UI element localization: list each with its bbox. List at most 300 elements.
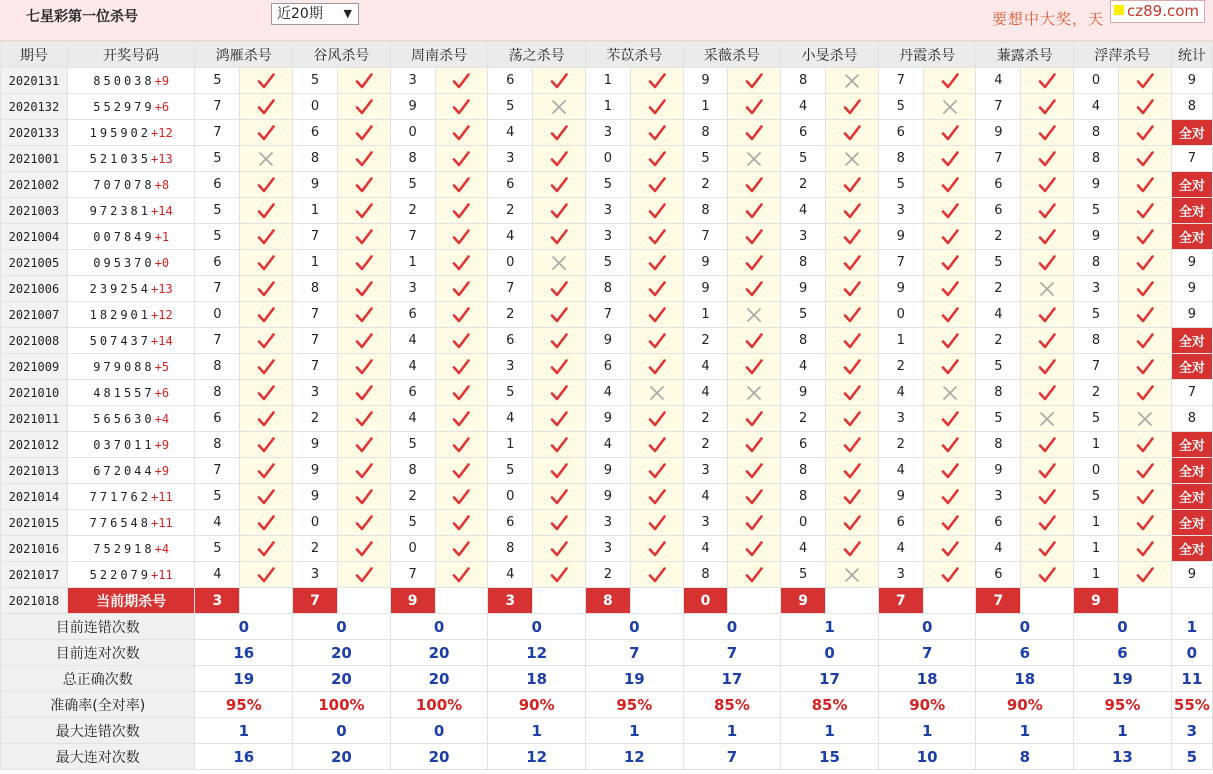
stat-value: 12 bbox=[488, 744, 586, 770]
current-kill-blank bbox=[435, 588, 488, 614]
correct-mark bbox=[728, 276, 781, 302]
wrong-mark bbox=[923, 380, 976, 406]
draw-sum: +5 bbox=[154, 359, 170, 374]
check-icon bbox=[941, 410, 959, 428]
kill-number: 9 bbox=[683, 250, 728, 276]
check-icon bbox=[550, 384, 568, 402]
draw-cell bbox=[67, 484, 195, 510]
draw-numbers: 752918 bbox=[93, 541, 155, 556]
kill-number: 4 bbox=[195, 510, 240, 536]
kill-number: 7 bbox=[293, 302, 338, 328]
current-kill-blank bbox=[630, 588, 683, 614]
stat-value: 19 bbox=[585, 666, 683, 692]
check-icon bbox=[257, 332, 275, 350]
site-logo[interactable] bbox=[1110, 0, 1205, 23]
kill-number: 7 bbox=[585, 302, 630, 328]
draw-numbers: 037011 bbox=[93, 437, 155, 452]
stat-value: 95% bbox=[1074, 692, 1172, 718]
correct-mark bbox=[533, 484, 586, 510]
correct-mark bbox=[1118, 380, 1171, 406]
check-icon bbox=[1136, 72, 1154, 90]
kill-number: 2 bbox=[488, 198, 533, 224]
kill-number: 4 bbox=[976, 68, 1021, 94]
current-kill-number: 9 bbox=[1074, 588, 1119, 614]
current-kill-number: 3 bbox=[195, 588, 240, 614]
correct-mark bbox=[533, 562, 586, 588]
stat-value: 12 bbox=[488, 640, 586, 666]
kill-number: 9 bbox=[878, 224, 923, 250]
kill-number: 6 bbox=[976, 172, 1021, 198]
current-kill-number: 7 bbox=[976, 588, 1021, 614]
correct-mark bbox=[1118, 224, 1171, 250]
kill-number: 2 bbox=[683, 432, 728, 458]
kill-number: 5 bbox=[781, 562, 826, 588]
check-icon bbox=[452, 72, 470, 90]
table-row bbox=[1, 484, 1213, 510]
draw-sum: +12 bbox=[151, 307, 173, 322]
check-icon bbox=[1136, 332, 1154, 350]
check-icon bbox=[1038, 540, 1056, 558]
draw-sum: +6 bbox=[154, 99, 170, 114]
correct-mark bbox=[630, 94, 683, 120]
draw-cell bbox=[67, 68, 195, 94]
kill-number: 0 bbox=[1074, 68, 1119, 94]
kill-number: 4 bbox=[390, 328, 435, 354]
stat-value: 0 bbox=[1074, 614, 1172, 640]
stat-label: 目前连错次数 bbox=[1, 614, 195, 640]
check-icon bbox=[843, 436, 861, 454]
correct-mark bbox=[923, 146, 976, 172]
check-icon bbox=[355, 488, 373, 506]
check-icon bbox=[648, 150, 666, 168]
check-icon bbox=[941, 280, 959, 298]
correct-mark bbox=[630, 198, 683, 224]
period-select[interactable] bbox=[271, 3, 359, 25]
table-row bbox=[1, 250, 1213, 276]
kill-number: 6 bbox=[390, 302, 435, 328]
correct-mark bbox=[533, 380, 586, 406]
wrong-mark bbox=[533, 250, 586, 276]
correct-mark bbox=[826, 354, 879, 380]
correct-mark bbox=[337, 250, 390, 276]
kill-number: 0 bbox=[488, 484, 533, 510]
draw-numbers: 507437 bbox=[89, 333, 151, 348]
draw-sum: +0 bbox=[154, 255, 170, 270]
check-icon bbox=[452, 202, 470, 220]
kill-number: 9 bbox=[1074, 172, 1119, 198]
kill-number: 5 bbox=[878, 172, 923, 198]
correct-mark bbox=[337, 198, 390, 224]
correct-mark bbox=[1021, 68, 1074, 94]
check-icon bbox=[843, 202, 861, 220]
draw-numbers: 776548 bbox=[89, 515, 151, 530]
kill-number: 9 bbox=[781, 380, 826, 406]
correct-mark bbox=[337, 172, 390, 198]
draw-sum: +8 bbox=[154, 177, 170, 192]
correct-mark bbox=[826, 250, 879, 276]
correct-mark bbox=[1118, 68, 1171, 94]
check-icon bbox=[1038, 72, 1056, 90]
stat-row bbox=[1, 718, 1213, 744]
kill-number: 4 bbox=[976, 536, 1021, 562]
check-icon bbox=[1136, 150, 1154, 168]
correct-mark bbox=[1021, 146, 1074, 172]
correct-mark bbox=[240, 224, 293, 250]
current-kill-blank bbox=[728, 588, 781, 614]
draw-numbers: 007849 bbox=[93, 229, 155, 244]
correct-mark bbox=[337, 354, 390, 380]
correct-mark bbox=[1021, 562, 1074, 588]
period-cell: 2021007 bbox=[1, 302, 68, 328]
page-title: 七星彩第一位杀号 bbox=[26, 9, 138, 25]
correct-mark bbox=[533, 406, 586, 432]
kill-number: 4 bbox=[488, 562, 533, 588]
stat-cell: 全对 bbox=[1171, 224, 1212, 250]
wrong-mark bbox=[240, 146, 293, 172]
kill-number: 2 bbox=[1074, 380, 1119, 406]
draw-cell bbox=[67, 432, 195, 458]
kill-number: 6 bbox=[293, 120, 338, 146]
check-icon bbox=[257, 124, 275, 142]
stat-value: 1 bbox=[195, 718, 293, 744]
header-killer: 鸿雁杀号 bbox=[195, 42, 293, 68]
kill-number: 3 bbox=[585, 224, 630, 250]
draw-cell bbox=[67, 276, 195, 302]
kill-number: 8 bbox=[781, 484, 826, 510]
check-icon bbox=[550, 566, 568, 584]
kill-number: 4 bbox=[585, 380, 630, 406]
correct-mark bbox=[435, 94, 488, 120]
kill-number: 2 bbox=[390, 198, 435, 224]
correct-mark bbox=[1118, 172, 1171, 198]
check-icon bbox=[745, 566, 763, 584]
kill-number: 1 bbox=[878, 328, 923, 354]
kill-number: 1 bbox=[585, 94, 630, 120]
period-cell: 2021001 bbox=[1, 146, 68, 172]
kill-number: 4 bbox=[781, 94, 826, 120]
draw-cell bbox=[67, 172, 195, 198]
kill-number: 7 bbox=[488, 276, 533, 302]
kill-number: 3 bbox=[585, 120, 630, 146]
correct-mark bbox=[826, 94, 879, 120]
correct-mark bbox=[728, 68, 781, 94]
kill-number: 1 bbox=[683, 302, 728, 328]
check-icon bbox=[257, 514, 275, 532]
kill-number: 7 bbox=[293, 354, 338, 380]
check-icon bbox=[257, 566, 275, 584]
check-icon bbox=[745, 98, 763, 116]
check-icon bbox=[1136, 306, 1154, 324]
stat-cell: 全对 bbox=[1171, 510, 1212, 536]
correct-mark bbox=[826, 484, 879, 510]
draw-cell bbox=[67, 328, 195, 354]
stat-value: 0 bbox=[781, 640, 879, 666]
stat-value: 20 bbox=[293, 666, 391, 692]
kill-number: 9 bbox=[390, 94, 435, 120]
draw-cell bbox=[67, 354, 195, 380]
check-icon bbox=[745, 436, 763, 454]
correct-mark bbox=[630, 562, 683, 588]
correct-mark bbox=[435, 432, 488, 458]
table-row bbox=[1, 198, 1213, 224]
check-icon bbox=[1038, 332, 1056, 350]
check-icon bbox=[257, 540, 275, 558]
check-icon bbox=[257, 384, 275, 402]
check-icon bbox=[550, 72, 568, 90]
header-killer: 蒹露杀号 bbox=[976, 42, 1074, 68]
kill-number: 3 bbox=[488, 146, 533, 172]
kill-number: 1 bbox=[293, 250, 338, 276]
correct-mark bbox=[435, 354, 488, 380]
stat-cell: 8 bbox=[1171, 94, 1212, 120]
period-cell: 2021004 bbox=[1, 224, 68, 250]
kill-number: 4 bbox=[683, 354, 728, 380]
check-icon bbox=[257, 436, 275, 454]
correct-mark bbox=[923, 198, 976, 224]
kill-number: 0 bbox=[1074, 458, 1119, 484]
check-icon bbox=[648, 72, 666, 90]
check-icon bbox=[843, 488, 861, 506]
correct-mark bbox=[533, 302, 586, 328]
check-icon bbox=[843, 514, 861, 532]
kill-number: 4 bbox=[488, 406, 533, 432]
correct-mark bbox=[1021, 354, 1074, 380]
stat-row bbox=[1, 692, 1213, 718]
check-icon bbox=[843, 384, 861, 402]
check-icon bbox=[550, 540, 568, 558]
correct-mark bbox=[826, 406, 879, 432]
check-icon bbox=[941, 514, 959, 532]
wrong-mark bbox=[728, 302, 781, 328]
kill-number: 4 bbox=[488, 120, 533, 146]
correct-mark bbox=[435, 328, 488, 354]
correct-mark bbox=[435, 484, 488, 510]
draw-cell bbox=[67, 380, 195, 406]
check-icon bbox=[452, 332, 470, 350]
draw-cell bbox=[67, 510, 195, 536]
correct-mark bbox=[337, 406, 390, 432]
correct-mark bbox=[1021, 484, 1074, 510]
kill-number: 5 bbox=[293, 68, 338, 94]
kill-number: 9 bbox=[585, 406, 630, 432]
correct-mark bbox=[923, 224, 976, 250]
correct-mark bbox=[435, 172, 488, 198]
kill-number: 4 bbox=[195, 562, 240, 588]
stat-row bbox=[1, 640, 1213, 666]
period-cell: 2020133 bbox=[1, 120, 68, 146]
current-kill-number: 9 bbox=[781, 588, 826, 614]
kill-number: 7 bbox=[195, 120, 240, 146]
kill-number: 0 bbox=[293, 510, 338, 536]
check-icon bbox=[355, 540, 373, 558]
correct-mark bbox=[1021, 380, 1074, 406]
draw-numbers: 707078 bbox=[93, 177, 155, 192]
period-cell: 2021009 bbox=[1, 354, 68, 380]
correct-mark bbox=[728, 250, 781, 276]
check-icon bbox=[1038, 254, 1056, 272]
header-stat: 统计 bbox=[1171, 42, 1212, 68]
draw-cell bbox=[67, 250, 195, 276]
check-icon bbox=[745, 228, 763, 246]
check-icon bbox=[648, 124, 666, 142]
check-icon bbox=[257, 228, 275, 246]
wrong-mark bbox=[826, 68, 879, 94]
check-icon bbox=[745, 176, 763, 194]
stat-value: 90% bbox=[878, 692, 976, 718]
kill-number: 0 bbox=[488, 250, 533, 276]
check-icon bbox=[257, 176, 275, 194]
kill-number: 5 bbox=[195, 224, 240, 250]
kill-number: 2 bbox=[293, 536, 338, 562]
kill-number: 0 bbox=[195, 302, 240, 328]
correct-mark bbox=[337, 380, 390, 406]
correct-mark bbox=[630, 458, 683, 484]
check-icon bbox=[648, 436, 666, 454]
correct-mark bbox=[1118, 276, 1171, 302]
table-row bbox=[1, 120, 1213, 146]
check-icon bbox=[843, 358, 861, 376]
correct-mark bbox=[728, 432, 781, 458]
kill-number: 5 bbox=[390, 432, 435, 458]
correct-mark bbox=[1118, 458, 1171, 484]
check-icon bbox=[257, 280, 275, 298]
check-icon bbox=[550, 358, 568, 376]
stat-value: 13 bbox=[1074, 744, 1172, 770]
wrong-mark bbox=[728, 146, 781, 172]
kill-number: 8 bbox=[195, 354, 240, 380]
kill-number: 3 bbox=[488, 354, 533, 380]
cross-icon bbox=[550, 254, 568, 272]
kill-number: 8 bbox=[488, 536, 533, 562]
stat-value: 7 bbox=[683, 640, 781, 666]
kill-number: 5 bbox=[488, 458, 533, 484]
kill-number: 6 bbox=[585, 354, 630, 380]
period-cell: 2021015 bbox=[1, 510, 68, 536]
kill-number: 4 bbox=[878, 458, 923, 484]
draw-cell bbox=[67, 146, 195, 172]
check-icon bbox=[843, 462, 861, 480]
kill-number: 4 bbox=[390, 354, 435, 380]
correct-mark bbox=[533, 224, 586, 250]
kill-number: 6 bbox=[488, 328, 533, 354]
kill-number: 9 bbox=[585, 328, 630, 354]
kill-number: 9 bbox=[976, 458, 1021, 484]
stat-value: 100% bbox=[293, 692, 391, 718]
draw-sum: +1 bbox=[154, 229, 170, 244]
correct-mark bbox=[240, 250, 293, 276]
kill-number: 7 bbox=[683, 224, 728, 250]
kill-number: 6 bbox=[878, 120, 923, 146]
stat-value: 15 bbox=[781, 744, 879, 770]
kill-number: 8 bbox=[683, 198, 728, 224]
kill-number: 7 bbox=[390, 224, 435, 250]
header-killer: 芣苡杀号 bbox=[585, 42, 683, 68]
correct-mark bbox=[923, 250, 976, 276]
stat-value: 12 bbox=[585, 744, 683, 770]
check-icon bbox=[648, 202, 666, 220]
table-header-row bbox=[1, 42, 1213, 68]
correct-mark bbox=[630, 224, 683, 250]
correct-mark bbox=[337, 432, 390, 458]
correct-mark bbox=[435, 510, 488, 536]
kill-number: 3 bbox=[976, 484, 1021, 510]
kill-number: 2 bbox=[878, 354, 923, 380]
correct-mark bbox=[240, 484, 293, 510]
correct-mark bbox=[240, 172, 293, 198]
stat-value: 90% bbox=[976, 692, 1074, 718]
check-icon bbox=[1038, 514, 1056, 532]
kill-number: 7 bbox=[1074, 354, 1119, 380]
kill-number-table bbox=[0, 41, 1213, 770]
current-kill-number: 8 bbox=[585, 588, 630, 614]
kill-number: 0 bbox=[585, 146, 630, 172]
stat-value: 95% bbox=[195, 692, 293, 718]
correct-mark bbox=[533, 354, 586, 380]
wrong-mark bbox=[630, 380, 683, 406]
stat-cell: 9 bbox=[1171, 276, 1212, 302]
check-icon bbox=[843, 228, 861, 246]
stat-value: 20 bbox=[390, 666, 488, 692]
correct-mark bbox=[923, 68, 976, 94]
check-icon bbox=[648, 488, 666, 506]
check-icon bbox=[550, 462, 568, 480]
stat-cell: 全对 bbox=[1171, 536, 1212, 562]
kill-number: 6 bbox=[781, 120, 826, 146]
correct-mark bbox=[728, 328, 781, 354]
kill-number: 9 bbox=[878, 276, 923, 302]
correct-mark bbox=[630, 120, 683, 146]
draw-numbers: 565630 bbox=[93, 411, 155, 426]
check-icon bbox=[355, 410, 373, 428]
stat-value: 0 bbox=[293, 718, 391, 744]
header-killer: 周南杀号 bbox=[390, 42, 488, 68]
current-kill-number: 7 bbox=[878, 588, 923, 614]
stat-label: 目前连对次数 bbox=[1, 640, 195, 666]
current-kill-blank bbox=[1118, 588, 1171, 614]
correct-mark bbox=[1118, 94, 1171, 120]
check-icon bbox=[648, 254, 666, 272]
kill-number: 7 bbox=[878, 250, 923, 276]
check-icon bbox=[257, 98, 275, 116]
check-icon bbox=[745, 462, 763, 480]
check-icon bbox=[843, 176, 861, 194]
draw-cell bbox=[67, 458, 195, 484]
table-row bbox=[1, 276, 1213, 302]
check-icon bbox=[1136, 280, 1154, 298]
kill-number: 8 bbox=[293, 276, 338, 302]
draw-numbers: 521035 bbox=[89, 151, 151, 166]
draw-numbers: 672044 bbox=[93, 463, 155, 478]
stat-value: 1 bbox=[878, 718, 976, 744]
draw-sum: +9 bbox=[154, 73, 170, 88]
check-icon bbox=[1038, 98, 1056, 116]
stat-value: 0 bbox=[390, 718, 488, 744]
kill-number: 8 bbox=[683, 562, 728, 588]
kill-number: 3 bbox=[585, 536, 630, 562]
check-icon bbox=[1136, 540, 1154, 558]
check-icon bbox=[355, 254, 373, 272]
kill-number: 6 bbox=[195, 172, 240, 198]
kill-number: 7 bbox=[390, 562, 435, 588]
check-icon bbox=[648, 280, 666, 298]
kill-number: 5 bbox=[488, 94, 533, 120]
kill-number: 7 bbox=[195, 276, 240, 302]
check-icon bbox=[1136, 488, 1154, 506]
stat-value: 1 bbox=[976, 718, 1074, 744]
check-icon bbox=[1038, 566, 1056, 584]
correct-mark bbox=[826, 276, 879, 302]
check-icon bbox=[1038, 462, 1056, 480]
